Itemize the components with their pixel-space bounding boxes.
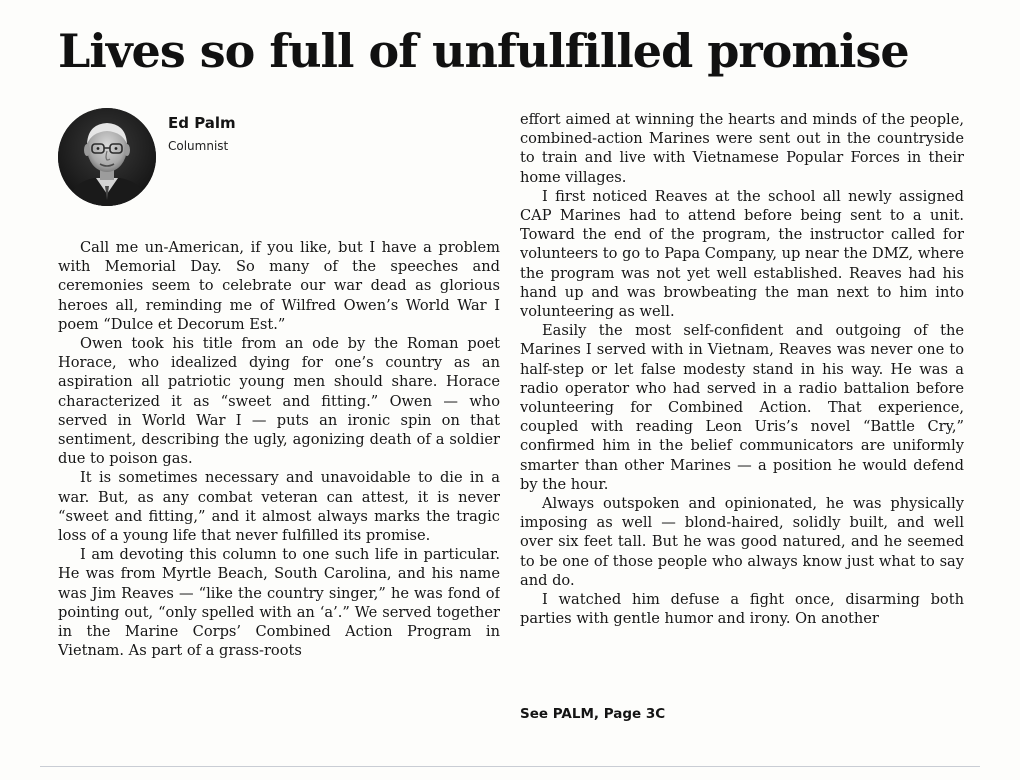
author-role: Columnist — [168, 139, 229, 153]
author-name: Ed Palm — [168, 114, 236, 132]
paragraph: Call me un-American, if you like, but I have a problem with Memorial Day. So many of the speeches and ceremonies seem to celebrate our war dead as glorious heroes all, reminding me of Wilfred Owen’s World War I poem “Dulce et Decorum Est.” — [58, 239, 500, 333]
paragraph: Owen took his title from an ode by the Roman poet Horace, who idealized dying for one’s country as an aspiration all patriotic young men should share. Horace characterized it as “sweet and fitting.” Owen — who served in World War I — puts an ironic spin on that sentiment, describing the ugly, agonizing death of a soldier due to poison gas. — [58, 335, 500, 468]
author-photo — [58, 108, 156, 206]
paragraph: I watched him defuse a fight once, disarming both parties with gentle humor and irony. On another — [520, 591, 964, 628]
paragraph: I am devoting this column to one such life in particular. He was from Myrtle Beach, South Carolina, and his name was Jim Reaves — “like the country singer,” he was fond of pointing out, “only spelled with an ‘a’.” We served together in the Marine Corps’ Combined Action Program in Vietnam. As part of a grass-roots — [58, 546, 500, 660]
paragraph: I first noticed Reaves at the school all newly assigned CAP Marines had to attend before being sent to a unit. Toward the end of the program, the instructor called for volunteers to go to Papa Company, up near the DMZ, where the program was not yet well established. Reaves had his hand up and was browbeating the man next to him into volunteering as well. — [520, 187, 964, 321]
paragraph: Easily the most self-confident and outgoing of the Marines I served with in Vietnam, Reaves was never one to half-step or let false modesty stand in his way. He was a radio operator who had served in a radio battalion before volunteering for Combined Action. That experience, coupled with reading Leon Uris’s novel “Battle Cry,” confirmed him in the belief communicators are uniformly smarter than other Marines — a position he would defend by the hour. — [520, 322, 964, 493]
headline: Lives so full of unfulfilled promise — [58, 24, 909, 78]
article-column-right — [520, 110, 964, 688]
paragraph: Always outspoken and opinionated, he was physically imposing as well — blond-haired, solidly built, and well over six feet tall. But he was good natured, and he seemed to be one of those people who always know just what to say and do. — [520, 495, 964, 589]
article-column-left — [58, 238, 500, 726]
bottom-divider — [40, 766, 980, 767]
paragraph: It is sometimes necessary and unavoidable to die in a war. But, as any combat veteran can attest, it is never “sweet and fitting,” and it almost always marks the tragic loss of a young life that never fulfilled its promise. — [58, 469, 500, 545]
paragraph-continuation: effort aimed at winning the hearts and minds of the people, combined-action Marines were sent out in the countryside to train and live with Vietnamese Popular Forces in their home villages. — [520, 111, 964, 186]
jump-line: See PALM, Page 3C — [520, 706, 666, 722]
byline — [58, 108, 498, 208]
portrait-photo-icon — [58, 108, 156, 206]
